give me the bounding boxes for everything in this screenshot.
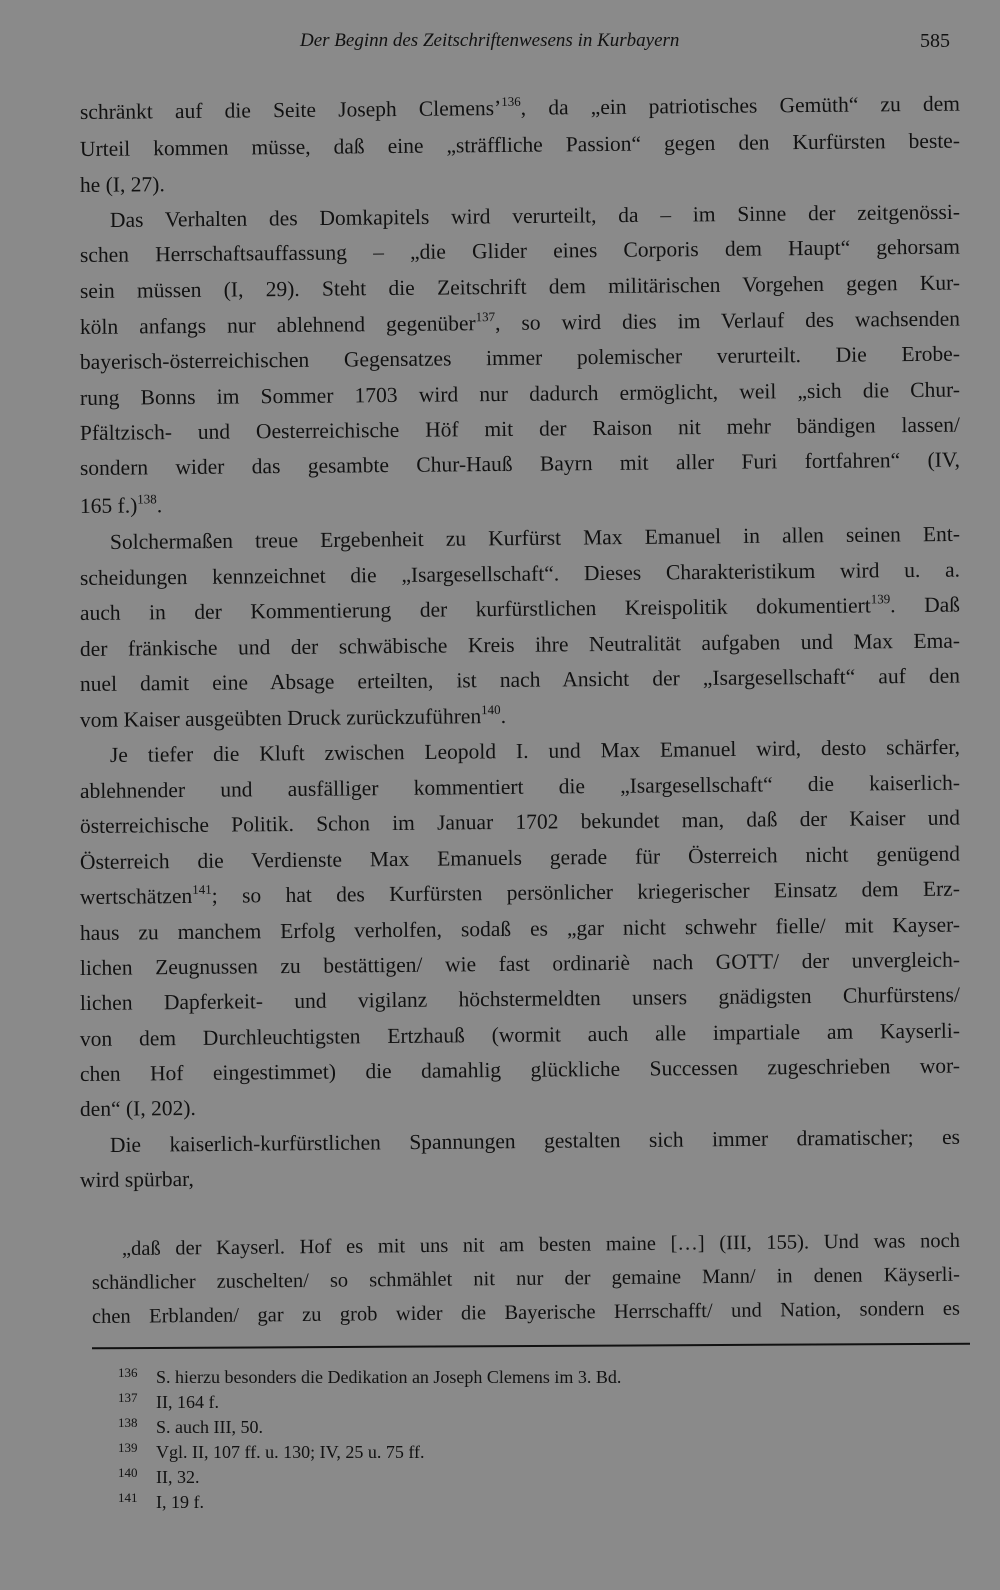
body-line: sein müssen (I, 29). Steht die Zeitschrift dem militärischen Vorgehen gegen Kur- <box>79 270 961 303</box>
body-line: 165 f.)$^{138}$. <box>79 491 163 518</box>
footnote-text: Vgl. II, 107 ff. u. 130; IV, 25 u. 75 ff. <box>156 1442 425 1462</box>
body-line: Pfältzisch- und Oesterreichische Höf mit der Raison nit mehr bändigen lassen/ <box>79 412 961 445</box>
body-line: vom Kaiser ausgeübten Druck zurückzuführen$^{140}$. <box>79 701 507 732</box>
body-line: schränkt auf die Seite Joseph Clemens’$^{136}$, da „ein patriotisches Gemüth“ zu dem <box>79 91 961 124</box>
footnote-number: 140 <box>118 1465 138 1480</box>
footnote <box>118 1415 263 1438</box>
body-line: Das Verhalten des Domkapitels wird verurteilt, da – im Sinne der zeitgenössi- <box>109 199 961 232</box>
footnote-text: II, 32. <box>156 1467 200 1487</box>
footnote-ref: 137 <box>475 309 496 325</box>
page-number: 585 <box>920 30 950 52</box>
footnote-text: S. auch III, 50. <box>156 1417 263 1437</box>
body-line: Österreich die Verdienste Max Emanuels gerade für Österreich nicht genügend <box>79 841 961 874</box>
body-line: den“ (I, 202). <box>79 1095 196 1121</box>
body-line: lichen Dapferkeit- und vigilanz höchstermeldten unsers gnädigsten Churfürstens/ <box>79 982 961 1015</box>
body-line: auch in der Kommentierung der kurfürstlichen Kreispolitik dokumentiert$^{139}$. Daß <box>79 591 961 625</box>
footnote-ref: 141 <box>192 881 212 897</box>
footnote-number: 138 <box>118 1415 138 1430</box>
body-line: Urteil kommen müsse, daß eine „sträffliche Passion“ gegen den Kurfürsten beste- <box>79 128 961 161</box>
footnote <box>118 1365 621 1388</box>
body-line: bayerisch-österreichischen Gegensatzes immer polemischer verurteilt. Die Erobe- <box>79 341 961 374</box>
body-line: der fränkische und der schwäbische Kreis ihre Neutralität aufgaben und Max Ema- <box>79 628 961 661</box>
body-line: wertschätzen$^{141}$; so hat des Kurfürsten persönlicher kriegerischer Einsatz dem Erz- <box>79 876 961 909</box>
body-line: Solchermaßen treue Ergebenheit zu Kurfürst Max Emanuel in allen seinen Ent- <box>109 521 961 554</box>
body-line: he (I, 27). <box>79 172 165 197</box>
body-line: lichen Zeugnussen zu bestättigen/ wie fast ordinariè nach GOTT/ der unvergleich- <box>79 947 961 980</box>
footnote-text: II, 164 f. <box>156 1392 219 1412</box>
footnote-ref: 139 <box>870 591 891 607</box>
body-line: wird spürbar, <box>79 1166 194 1192</box>
body-line: nuel damit eine Absage erteilten, ist nach Ansicht der „Isargesellschaft“ auf den <box>79 663 961 696</box>
footnote <box>118 1465 200 1488</box>
body-line: Die kaiserlich-kurfürstlichen Spannungen gestalten sich immer dramatischer; es <box>109 1124 961 1157</box>
block-quote-line: chen Erblanden/ gar zu grob wider die Bayerische Herrschafft/ und Nation, sondern es <box>91 1297 961 1328</box>
body-line: Je tiefer die Kluft zwischen Leopold I. und Max Emanuel wird, desto schärfer, <box>109 734 961 767</box>
footnote-number: 141 <box>118 1490 138 1505</box>
footnote-ref: 140 <box>481 701 501 718</box>
body-line: ablehnender und ausfälliger kommentiert die „Isargesellschaft“ die kaiserlich- <box>79 770 961 803</box>
footnote-ref: 138 <box>137 491 157 507</box>
footnote-ref: 136 <box>501 93 521 109</box>
footnote <box>118 1490 204 1513</box>
body-line: köln anfangs nur ablehnend gegenüber$^{137}$, so wird dies im Verlauf des wachsenden <box>79 306 961 339</box>
footnote <box>118 1440 425 1463</box>
body-line: rung Bonns im Sommer 1703 wird nur dadurch ermöglicht, weil „sich die Chur- <box>79 377 961 410</box>
footnote <box>118 1390 219 1413</box>
body-line: schen Herrschaftsauffassung – „die Glider eines Corporis dem Haupt“ gehorsam <box>79 234 961 267</box>
body-line: österreichische Politik. Schon im Januar 1702 bekundet man, daß der Kaiser und <box>79 805 961 838</box>
body-line: von dem Durchleuchtigsten Ertzhauß (wormit auch alle impartiale am Kayserli- <box>79 1018 961 1051</box>
footnote-divider <box>92 1343 970 1350</box>
block-quote-line: „daß der Kayserl. Hof es mit uns nit am besten maine […] (III, 155). Und was noch <box>121 1229 961 1260</box>
block-quote-line: schändlicher zuschelten/ so schmählet nit nur der gemaine Mann/ in denen Käyserli- <box>91 1263 961 1294</box>
footnote-text: S. hierzu besonders die Dedikation an Joseph Clemens im 3. Bd. <box>156 1367 622 1387</box>
footnote-text: I, 19 f. <box>156 1492 204 1512</box>
footnote-number: 137 <box>118 1390 138 1405</box>
body-line: haus zu manchem Erfolg verholfen, sodaß es „gar nicht schwehr fielle/ mit Kayser- <box>79 912 961 945</box>
body-line: sondern wider das gesambte Chur-Hauß Bayrn mit aller Furi fortfahren“ (IV, <box>79 447 961 480</box>
body-line: chen Hof eingestimmet) die damahlig glückliche Successen zugeschrieben wor- <box>79 1053 961 1086</box>
running-title: Der Beginn des Zeitschriftenwesens in Kurbayern <box>300 30 680 51</box>
body-line: scheidungen kennzeichnet die „Isargesellschaft“. Dieses Charakteristikum wird u. a. <box>79 557 961 590</box>
footnote-number: 139 <box>118 1440 138 1455</box>
footnote-number: 136 <box>118 1365 138 1380</box>
